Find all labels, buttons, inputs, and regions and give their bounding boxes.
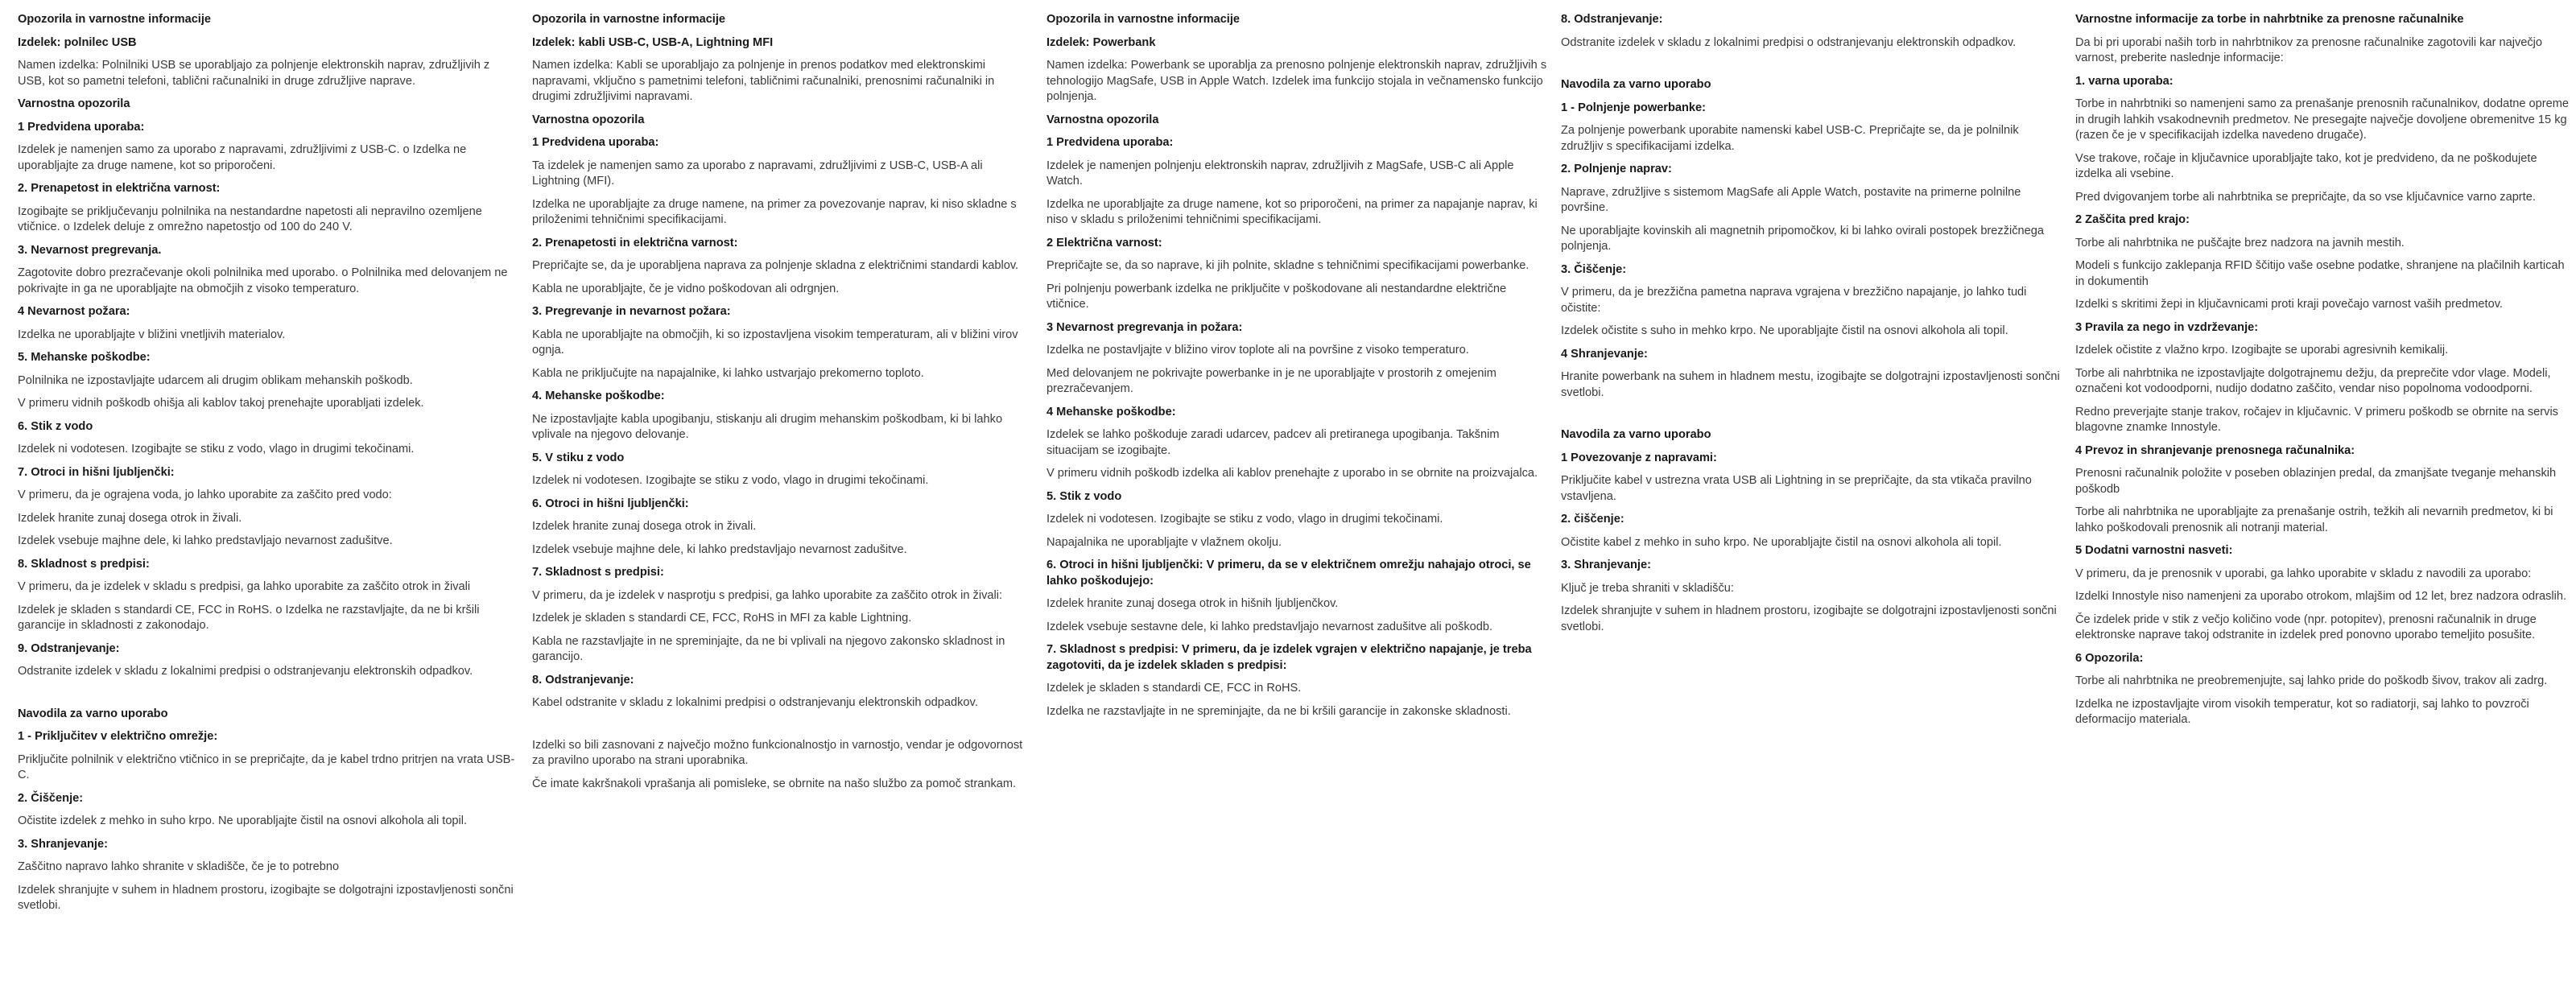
section-heading: 1 - Polnjenje powerbanke: (1561, 101, 1707, 114)
spacer (532, 719, 1033, 738)
paragraph: Očistite kabel z mehko in suho krpo. Ne uporabljajte čistil na osnovi alkohola ali topil. (1561, 535, 2002, 549)
paragraph: Kabel odstranite v skladu z lokalnimi predpisi o odstranjevanju elektronskih odpadkov. (532, 696, 978, 709)
section-heading: Varnostne informacije za torbe in nahrbtnike za prenosne računalnike (2075, 13, 2464, 26)
paragraph: Kabla ne uporabljajte, če je vidno poškodovan ali odrgnjen. (532, 282, 840, 295)
section-heading: 2. Polnjenje naprav: (1561, 163, 1672, 175)
paragraph: V primeru, da je prenosnik v uporabi, ga lahko uporabite v skladu z navodili za uporabo: (2075, 567, 2532, 580)
paragraph: Zaščitno napravo lahko shranite v skladišče, če je to potrebno (18, 860, 340, 873)
paragraph: Med delovanjem ne pokrivajte powerbanke in je ne uporabljajte v prostorih z omejenim prezračevanjem. (1046, 366, 1496, 395)
paragraph: Ta izdelek je namenjen samo za uporabo z napravami, združljivimi z USB-C, USB-A ali Lightning (MFI). (532, 159, 983, 188)
paragraph: Torbe ali nahrbtnika ne uporabljajte za prenašanje ostrih, težkih ali nevarnih predmetov, ki bi lahko poškodovali prenosnik ali notranji material. (2075, 505, 2553, 534)
paragraph: V primeru, da je ograjena voda, jo lahko uporabite za zaščito pred vodo: (18, 489, 392, 501)
section-heading: 6 Opozorila: (2075, 651, 2144, 665)
paragraph: Napajalnika ne uporabljajte v vlažnem okolju. (1046, 535, 1282, 549)
section-heading: 1 Predvidena uporaba: (532, 136, 659, 149)
paragraph: Priključite polnilnik v električno vtičnico in se prepričajte, da je kabel trdno pritrjen na vrata USB-C. (18, 752, 515, 781)
paragraph: Izdelek hranite zunaj dosega otrok in živali. (18, 511, 242, 525)
section-heading: Varnostna opozorila (18, 97, 130, 110)
paragraph: Izdelek vsebuje majhne dele, ki lahko predstavljajo nevarnost zadušitve. (18, 534, 393, 547)
paragraph: Za polnjenje powerbank uporabite namenski kabel USB-C. Prepričajte se, da je polnilnik združljiv s specifikacijami izdelka. (1561, 124, 2019, 153)
paragraph: Očistite izdelek z mehko in suho krpo. Ne uporabljajte čistil na osnovi alkohola ali topil. (18, 814, 468, 827)
paragraph: Ključ je treba shraniti v skladišču: (1561, 581, 1734, 595)
section-heading: 5. Mehanske poškodbe: (18, 351, 151, 364)
paragraph: Prepričajte se, da je uporabljena naprava za polnjenje skladna z električnimi standardi kablov. (532, 259, 1019, 272)
section-heading: 3. Nevarnost pregrevanja. (18, 243, 162, 257)
section-heading: Opozorila in varnostne informacije (532, 13, 726, 26)
section-heading: Izdelek: kabli USB-C, USB-A, Lightning MFI (532, 35, 774, 49)
paragraph: Torbe in nahrbtniki so namenjeni samo za prenašanje prenosnih računalnikov, dodatne opreme in drugih lahkih vsakodnevnih predmetov. Ne presegajte največje dovoljene obremenitve 15 kg (razen če je v specifikacijah izdelka navedeno drugače). (2075, 97, 2570, 142)
paragraph: Kabla ne priključujte na napajalnike, ki lahko ustvarjajo prekomerno toploto. (532, 366, 924, 380)
section-heading: 2 Zaščita pred krajo: (2075, 213, 2190, 226)
paragraph: Kabla ne uporabljajte na območjih, ki so izpostavljena visokim temperaturam, ali v bližini virov ognja. (532, 328, 1018, 357)
paragraph: Prepričajte se, da so naprave, ki jih polnite, skladne s tehničnimi specifikacijami powerbanke. (1046, 259, 1530, 272)
paragraph: Priključite kabel v ustrezna vrata USB ali Lightning in se prepričajte, da sta vtikača pravilno vstavljena. (1561, 474, 2032, 503)
paragraph: Prenosni računalnik položite v poseben oblazinjen predal, da zmanjšate tveganje mehanskih poškodb (2075, 467, 2557, 496)
paragraph: V primeru vidnih poškodb izdelka ali kablov prenehajte z uporabo in se obrnite na proizvajalca. (1046, 467, 1538, 480)
paragraph: Torbe ali nahrbtnika ne preobremenjujte, saj lahko pride do poškodb šivov, trakov ali zadrg. (2075, 674, 2548, 687)
section-heading: 2. čiščenje: (1561, 513, 1624, 526)
section-heading: 3. Čiščenje: (1561, 262, 1627, 276)
section-heading: 1 Povezovanje z napravami: (1561, 451, 1717, 464)
paragraph: Ne uporabljajte kovinskih ali magnetnih pripomočkov, ki bi lahko ovirali postopek brezžičnega polnjenja. (1561, 224, 2045, 253)
section-heading: Navodila za varno uporabo (18, 707, 168, 720)
columns-container (18, 12, 2570, 921)
section-heading: 6. Otroci in hišni ljubljenčki: (532, 497, 689, 510)
spacer (1561, 408, 2062, 427)
section-heading: Izdelek: polnilec USB (18, 35, 137, 49)
paragraph: Izdelka ne postavljajte v bližino virov toplote ali na površine z visoko temperaturo. (1046, 344, 1469, 357)
section-heading: 4. Mehanske poškodbe: (532, 390, 665, 402)
section-heading: 2. Prenapetosti in električna varnost: (532, 236, 738, 249)
paragraph: Izdelek hranite zunaj dosega otrok in živali. (532, 520, 757, 533)
section-heading: 9. Odstranjevanje: (18, 641, 120, 655)
paragraph: Izdelek vsebuje majhne dele, ki lahko predstavljajo nevarnost zadušitve. (532, 542, 907, 556)
section-heading: 4 Mehanske poškodbe: (1046, 405, 1176, 418)
section-heading: Varnostna opozorila (1046, 113, 1159, 126)
paragraph: Izdelek je namenjen samo za uporabo z napravami, združljivimi z USB-C. o Izdelka ne uporabljajte za druge namene, kot so priporočeni. (18, 143, 467, 172)
section-heading: 2. Čiščenje: (18, 791, 84, 805)
section-heading: 1 Predvidena uporaba: (1046, 136, 1174, 149)
section-heading: 4 Prevoz in shranjevanje prenosnega računalnika: (2075, 443, 2355, 457)
paragraph: Polnilnika ne izpostavljajte udarcem ali drugim oblikam mehanskih poškodb. (18, 373, 413, 387)
doc-column-laptop-bags-safety (2075, 12, 2576, 736)
paragraph: Če imate kakršnakoli vprašanja ali pomisleke, se obrnite na našo službo za pomoč strankam. (532, 777, 1017, 790)
paragraph: Vse trakove, ročaje in ključavnice uporabljajte tako, kot je predvideno, da ne poškodujete izdelka ali vsebine. (2075, 151, 2537, 180)
section-heading: 1. varna uporaba: (2075, 74, 2174, 88)
paragraph: Pred dvigovanjem torbe ali nahrbtnika se prepričajte, da so vse ključavnice varno zaprte. (2075, 190, 2536, 204)
paragraph: Torbe ali nahrbtnika ne izpostavljajte dolgotrajnemu dežju, da preprečite vdor vlage. Modeli, označeni kot vodoodporni, nudijo dodatno zaščito, vendar niso popolnoma vodoodporni. (2075, 366, 2551, 395)
paragraph: Izdelek očistite s suho in mehko krpo. Ne uporabljajte čistil na osnovi alkohola ali topil. (1561, 324, 2008, 337)
paragraph: Izdelek je skladen s standardi CE, FCC in RoHS. o Izdelka ne razstavljajte, da ne bi kršili garancije in skladnosti z zakonodajo. (18, 603, 480, 632)
paragraph: Ne izpostavljajte kabla upogibanju, stiskanju ali drugim mehanskim poškodbam, ki bi lahko vplivale na njegovo delovanje. (532, 412, 1003, 441)
paragraph: Izdelka ne uporabljajte za druge namene, na primer za povezovanje naprav, ki niso skladne s priloženimi tehničnimi specifikacijami. (532, 197, 1017, 226)
paragraph: Kabla ne razstavljajte in ne spreminjajte, da ne bi vplivali na njegovo zakonsko skladnost in garancijo. (532, 634, 1005, 663)
paragraph: Izdelek je skladen s standardi CE, FCC, RoHS in MFI za kable Lightning. (532, 612, 912, 625)
paragraph: Hranite powerbank na suhem in hladnem mestu, izogibajte se dolgotrajni izpostavljenosti sončni svetlobi. (1561, 370, 2060, 399)
paragraph: Izdelka ne izpostavljajte virom visokih temperatur, kot so radiatorji, saj lahko to povzroči deformacijo materiala. (2075, 697, 2529, 726)
doc-column-usb-charger-safety (18, 12, 518, 921)
paragraph: Odstranite izdelek v skladu z lokalnimi predpisi o odstranjevanju elektronskih odpadkov. (1561, 35, 2017, 49)
section-heading: 3. Shranjevanje: (18, 837, 108, 851)
paragraph: Izdelek ni vodotesen. Izogibajte se stiku z vodo, vlago in drugimi tekočinami. (532, 474, 929, 487)
paragraph: Izdelek je skladen s standardi CE, FCC in RoHS. (1046, 682, 1302, 695)
paragraph: Izdelki so bili zasnovani z največjo možno funkcionalnostjo in varnostjo, vendar je odgovornost za pravilno uporabo na strani uporabnika. (532, 738, 1023, 767)
paragraph: Redno preverjajte stanje trakov, ročajev in ključavnic. V primeru poškodb se obrnite na servis blagovne znamke Innostyle. (2075, 405, 2558, 434)
section-heading: 6. Otroci in hišni ljubljenčki: V primeru, da se v električnem omrežju nahajajo otroci, se lahko poškodujejo: (1046, 559, 1531, 588)
paragraph: Izdelek hranite zunaj dosega otrok in hišnih ljubljenčkov. (1046, 597, 1339, 610)
paragraph: V primeru vidnih poškodb ohišja ali kablov takoj prenehajte uporabljati izdelek. (18, 397, 424, 410)
section-heading: Opozorila in varnostne informacije (1046, 13, 1241, 26)
doc-column-powerbank-safety (1046, 12, 1547, 727)
section-heading: 8. Odstranjevanje: (1561, 13, 1663, 26)
section-heading: 8. Skladnost s predpisi: (18, 557, 150, 571)
paragraph: Izdelek ni vodotesen. Izogibajte se stiku z vodo, vlago in drugimi tekočinami. (1046, 513, 1443, 526)
section-heading: Navodila za varno uporabo (1561, 78, 1711, 91)
section-heading: 5 Dodatni varnostni nasveti: (2075, 544, 2233, 557)
paragraph: Odstranite izdelek v skladu z lokalnimi predpisi o odstranjevanju elektronskih odpadkov. (18, 665, 473, 678)
paragraph: Izdelek shranjujte v suhem in hladnem prostoru, izogibajte se dolgotrajni izpostavljenosti sončni svetlobi. (1561, 604, 2057, 633)
paragraph: Izdelek ni vodotesen. Izogibajte se stiku z vodo, vlago in drugimi tekočinami. (18, 443, 415, 456)
paragraph: Izdelka ne razstavljajte in ne spreminjajte, da ne bi kršili garancije in zakonske skladnosti. (1046, 704, 1511, 718)
paragraph: Namen izdelka: Polnilniki USB se uporabljajo za polnjenje elektronskih naprav, združljivih z USB, kot so pametni telefoni, tablični računalniki in druge združljive naprave. (18, 59, 490, 88)
paragraph: Modeli s funkcijo zaklepanja RFID ščitijo vaše osebne podatke, shranjene na plačilnih karticah in dokumentih (2075, 259, 2565, 288)
section-heading: 4 Shranjevanje: (1561, 347, 1648, 361)
paragraph: V primeru, da je izdelek v skladu s predpisi, ga lahko uporabite za zaščito otrok in živali (18, 580, 471, 593)
paragraph: Če izdelek pride v stik z večjo količino vode (npr. potopitev), prenosni računalnik in druge elektronske naprave takoj odstranite in izdelek pred ponovno uporabo temeljito posušite. (2075, 612, 2537, 641)
paragraph: Izdelek očistite z vlažno krpo. Izogibajte se uporabi agresivnih kemikalij. (2075, 344, 2449, 357)
paragraph: Izdelek shranjujte v suhem in hladnem prostoru, izogibajte se dolgotrajni izpostavljenosti sončni svetlobi. (18, 883, 514, 912)
section-heading: 7. Skladnost s predpisi: V primeru, da je izdelek vgrajen v električno napajanje, je treba zagotoviti, da je izdelek skladen s predpisi: (1046, 643, 1532, 672)
section-heading: Opozorila in varnostne informacije (18, 13, 212, 26)
section-heading: 1 - Priključitev v električno omrežje: (18, 730, 218, 743)
section-heading: 1 Predvidena uporaba: (18, 120, 145, 134)
section-heading: Varnostna opozorila (532, 113, 645, 126)
section-heading: 8. Odstranjevanje: (532, 673, 634, 686)
paragraph: Izdelek vsebuje sestavne dele, ki lahko predstavljajo nevarnost zadušitve ali poškodb. (1046, 620, 1493, 633)
paragraph: Namen izdelka: Kabli se uporabljajo za polnjenje in prenos podatkov med elektronskimi napravami, vključno s pametnimi telefoni, tabličnimi računalniki, prenosnimi računalniki in drugimi združljivimi napravami. (532, 59, 995, 103)
section-heading: 7. Otroci in hišni ljubljenčki: (18, 465, 175, 479)
paragraph: Izdelek je namenjen polnjenju elektronskih naprav, združljivih z MagSafe, USB-C ali Apple Watch. (1046, 159, 1514, 188)
paragraph: Naprave, združljive s sistemom MagSafe ali Apple Watch, postavite na primerne polnilne površine. (1561, 185, 2021, 214)
paragraph: Izdelki Innostyle niso namenjeni za uporabo otrokom, mlajšim od 12 let, brez nadzora odraslih. (2075, 590, 2567, 603)
section-heading: 3 Pravila za nego in vzdrževanje: (2075, 320, 2259, 334)
section-heading: 7. Skladnost s predpisi: (532, 566, 664, 579)
section-heading: 2. Prenapetost in električna varnost: (18, 182, 221, 195)
section-heading: Izdelek: Powerbank (1046, 35, 1156, 49)
paragraph: Namen izdelka: Powerbank se uporablja za prenosno polnjenje elektronskih naprav, združljivih s tehnologijo MagSafe, USB in Apple Watch. Izdelek ima funkcijo stojala in večnamensko funkcijo polnjenja. (1046, 59, 1547, 103)
paragraph: Izdelki s skritimi žepi in ključavnicami proti kraji povečajo varnost vaših predmetov. (2075, 298, 2503, 311)
section-heading: 4 Nevarnost požara: (18, 305, 130, 318)
section-heading: 3. Shranjevanje: (1561, 559, 1651, 571)
section-heading: 3 Nevarnost pregrevanja in požara: (1046, 320, 1243, 334)
paragraph: V primeru, da je brezžična pametna naprava vgrajena v brezžično napajanje, jo lahko tudi očistite: (1561, 286, 2027, 315)
section-heading: Navodila za varno uporabo (1561, 428, 1711, 441)
doc-column-powerbank-cables-usage (1561, 12, 2062, 642)
section-heading: 5. Stik z vodo (1046, 489, 1122, 503)
paragraph: V primeru, da je izdelek v nasprotju s predpisi, ga lahko uporabite za zaščito otrok in živali: (532, 588, 1003, 602)
doc-column-cables-safety (532, 12, 1033, 799)
spacer (1561, 58, 2062, 77)
section-heading: 2 Električna varnost: (1046, 236, 1162, 249)
paragraph: Da bi pri uporabi naših torb in nahrbtnikov za prenosne računalnike zagotovili kar največjo varnost, preberite naslednje informacije: (2075, 35, 2543, 64)
spacer (18, 687, 518, 707)
section-heading: 6. Stik z vodo (18, 419, 93, 433)
paragraph: Pri polnjenju powerbank izdelka ne priključite v poškodovane ali nestandardne električne vtičnice. (1046, 282, 1507, 311)
section-heading: 3. Pregrevanje in nevarnost požara: (532, 305, 731, 318)
paragraph: Izdelek se lahko poškoduje zaradi udarcev, padcev ali pretiranega upogibanja. Takšnim situacijam se izogibajte. (1046, 428, 1500, 457)
section-heading: 5. V stiku z vodo (532, 451, 625, 464)
paragraph: Izdelka ne uporabljajte v bližini vnetljivih materialov. (18, 328, 286, 341)
paragraph: Torbe ali nahrbtnika ne puščajte brez nadzora na javnih mestih. (2075, 236, 2405, 249)
paragraph: Zagotovite dobro prezračevanje okoli polnilnika med uporabo. o Polnilnika med delovanjem ne pokrivajte in ga ne uporabljajte na območjih z visoko temperaturo. (18, 266, 508, 295)
paragraph: Izdelka ne uporabljajte za druge namene, kot so priporočeni, na primer za napajanje naprav, ki niso v skladu s priloženimi tehničnimi specifikacijami. (1046, 197, 1538, 226)
paragraph: Izogibajte se priključevanju polnilnika na nestandardne napetosti ali nepravilno ozemljene vtičnice. o Izdelek deluje z omrežno napetostjo od 100 do 240 V. (18, 204, 482, 233)
